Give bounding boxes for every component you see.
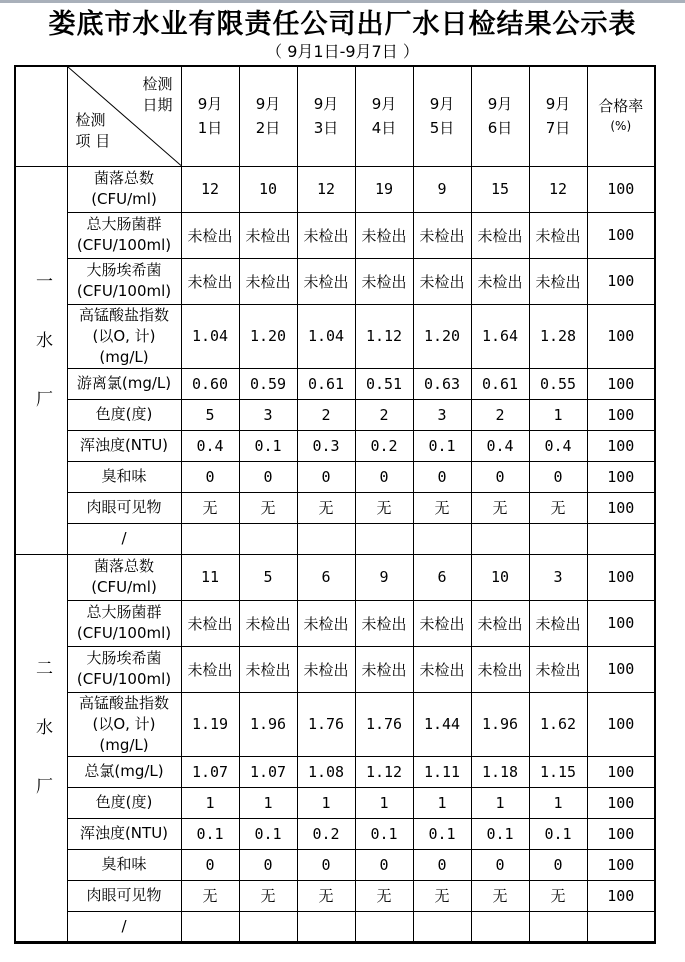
value-cell: 无 (297, 492, 355, 523)
table-row (15, 818, 655, 849)
value-cell: 12 (297, 166, 355, 212)
param-cell: 肉眼可见物 (67, 492, 181, 523)
param-cell: 高锰酸盐指数 (以O, 计) (mg/L) (67, 692, 181, 756)
value-cell: 3 (239, 399, 297, 430)
value-cell: 未检出 (355, 258, 413, 304)
value-cell: 1 (297, 787, 355, 818)
value-cell: 0.63 (413, 368, 471, 399)
rate-cell: 100 (587, 646, 655, 692)
param-cell: 菌落总数 (CFU/ml) (67, 166, 181, 212)
date-header-cell: 9月 6日 (471, 66, 529, 166)
window-top-edge (0, 0, 685, 3)
value-cell: 未检出 (181, 646, 239, 692)
date-range-subtitle: （ 9月1日-9月7日 ） (266, 42, 419, 61)
date-header-cell: 9月 2日 (239, 66, 297, 166)
value-cell: 0.61 (297, 368, 355, 399)
value-cell (355, 911, 413, 942)
value-cell: 1.04 (181, 304, 239, 368)
value-cell: 未检出 (355, 646, 413, 692)
table-row (15, 554, 655, 600)
param-cell: 总大肠菌群 (CFU/100ml) (67, 212, 181, 258)
value-cell: 1.64 (471, 304, 529, 368)
value-cell: 0.1 (529, 818, 587, 849)
table-row (15, 646, 655, 692)
value-cell: 1.08 (297, 756, 355, 787)
param-cell: 总氯(mg/L) (67, 756, 181, 787)
value-cell: 未检出 (413, 646, 471, 692)
rate-cell: 100 (587, 600, 655, 646)
value-cell (181, 523, 239, 554)
value-cell: 0.2 (297, 818, 355, 849)
value-cell: 0 (239, 461, 297, 492)
table-row (15, 212, 655, 258)
table-row (15, 166, 655, 212)
value-cell (297, 523, 355, 554)
value-cell: 未检出 (413, 600, 471, 646)
value-cell: 未检出 (297, 646, 355, 692)
value-cell: 1 (529, 399, 587, 430)
value-cell: 未检出 (181, 212, 239, 258)
value-cell: 1.12 (355, 304, 413, 368)
value-cell: 未检出 (355, 600, 413, 646)
value-cell (239, 523, 297, 554)
param-cell: 高锰酸盐指数 (以O, 计) (mg/L) (67, 304, 181, 368)
value-cell: 未检出 (239, 600, 297, 646)
value-cell: 0.1 (471, 818, 529, 849)
rate-cell (587, 523, 655, 554)
value-cell: 0.2 (355, 430, 413, 461)
value-cell: 未检出 (529, 212, 587, 258)
param-cell: 总大肠菌群 (CFU/100ml) (67, 600, 181, 646)
value-cell: 未检出 (355, 212, 413, 258)
value-cell: 无 (181, 492, 239, 523)
value-cell: 无 (355, 880, 413, 911)
value-cell: 5 (181, 399, 239, 430)
rate-cell: 100 (587, 166, 655, 212)
value-cell: 0.51 (355, 368, 413, 399)
factory-label: 二水厂 (32, 659, 52, 836)
value-cell: 9 (413, 166, 471, 212)
value-cell: 12 (181, 166, 239, 212)
value-cell: 0.59 (239, 368, 297, 399)
value-cell: 无 (471, 880, 529, 911)
value-cell: 1.12 (355, 756, 413, 787)
value-cell: 无 (239, 492, 297, 523)
value-cell: 未检出 (529, 646, 587, 692)
value-cell: 0.1 (239, 430, 297, 461)
factory-header-cell (15, 66, 67, 166)
rate-cell: 100 (587, 492, 655, 523)
value-cell: 1.62 (529, 692, 587, 756)
value-cell: 1.19 (181, 692, 239, 756)
value-cell: 1.04 (297, 304, 355, 368)
table-row (15, 258, 655, 304)
value-cell: 未检出 (297, 600, 355, 646)
value-cell: 无 (239, 880, 297, 911)
value-cell: 未检出 (471, 258, 529, 304)
inspection-results-table (14, 65, 656, 944)
table-row (15, 523, 655, 554)
value-cell: 0.1 (413, 430, 471, 461)
value-cell: 无 (297, 880, 355, 911)
table-row (15, 692, 655, 756)
corner-cell (67, 66, 181, 166)
param-cell: 大肠埃希菌 (CFU/100ml) (67, 646, 181, 692)
value-cell: 0.4 (181, 430, 239, 461)
param-cell: 菌落总数 (CFU/ml) (67, 554, 181, 600)
table-row (15, 368, 655, 399)
value-cell: 0 (529, 849, 587, 880)
value-cell: 1.96 (239, 692, 297, 756)
value-cell: 未检出 (181, 600, 239, 646)
value-cell: 0 (413, 849, 471, 880)
value-cell (529, 911, 587, 942)
value-cell: 2 (471, 399, 529, 430)
value-cell: 无 (529, 880, 587, 911)
value-cell: 1 (529, 787, 587, 818)
date-header-cell: 9月 4日 (355, 66, 413, 166)
param-cell: 大肠埃希菌 (CFU/100ml) (67, 258, 181, 304)
value-cell: 1.07 (181, 756, 239, 787)
table-row (15, 880, 655, 911)
page-title: 娄底市水业有限责任公司出厂水日检结果公示表 (48, 9, 637, 40)
value-cell: 未检出 (297, 212, 355, 258)
value-cell: 0 (181, 849, 239, 880)
value-cell: 1 (239, 787, 297, 818)
value-cell: 无 (471, 492, 529, 523)
rate-cell: 100 (587, 461, 655, 492)
param-cell: 臭和味 (67, 461, 181, 492)
value-cell: 1.20 (413, 304, 471, 368)
value-cell: 0 (471, 849, 529, 880)
table-row (15, 849, 655, 880)
value-cell: 1.07 (239, 756, 297, 787)
value-cell: 0.3 (297, 430, 355, 461)
value-cell: 未检出 (297, 258, 355, 304)
value-cell: 1 (413, 787, 471, 818)
rate-cell: 100 (587, 849, 655, 880)
value-cell: 0 (529, 461, 587, 492)
date-header-cell: 9月 7日 (529, 66, 587, 166)
value-cell: 0.55 (529, 368, 587, 399)
value-cell (355, 523, 413, 554)
value-cell: 0.1 (181, 818, 239, 849)
table-row (15, 304, 655, 368)
rate-cell: 100 (587, 368, 655, 399)
value-cell: 未检出 (471, 646, 529, 692)
table-row (15, 756, 655, 787)
value-cell: 1.15 (529, 756, 587, 787)
date-header-cell: 9月 1日 (181, 66, 239, 166)
rate-cell: 100 (587, 258, 655, 304)
table-row (15, 430, 655, 461)
value-cell: 0.60 (181, 368, 239, 399)
param-cell: 色度(度) (67, 787, 181, 818)
value-cell: 未检出 (181, 258, 239, 304)
value-cell (471, 911, 529, 942)
rate-cell: 100 (587, 692, 655, 756)
table-row (15, 600, 655, 646)
value-cell: 0.4 (529, 430, 587, 461)
value-cell: 无 (355, 492, 413, 523)
param-cell: 色度(度) (67, 399, 181, 430)
value-cell: 0.1 (413, 818, 471, 849)
value-cell: 1 (355, 787, 413, 818)
param-cell: 游离氯(mg/L) (67, 368, 181, 399)
value-cell: 未检出 (529, 258, 587, 304)
value-cell: 未检出 (239, 258, 297, 304)
value-cell: 未检出 (529, 600, 587, 646)
param-cell: 肉眼可见物 (67, 880, 181, 911)
table-row (15, 461, 655, 492)
value-cell: 1.11 (413, 756, 471, 787)
rate-cell: 100 (587, 212, 655, 258)
value-cell: 19 (355, 166, 413, 212)
rate-cell: 100 (587, 430, 655, 461)
factory-label: 一水厂 (32, 271, 52, 449)
factory-label-cell (15, 166, 67, 554)
rate-cell (587, 911, 655, 942)
rate-cell: 100 (587, 787, 655, 818)
value-cell: 0.1 (239, 818, 297, 849)
rate-cell: 100 (587, 554, 655, 600)
value-cell (297, 911, 355, 942)
value-cell: 0 (297, 849, 355, 880)
value-cell: 无 (413, 880, 471, 911)
value-cell: 1.76 (297, 692, 355, 756)
value-cell: 9 (355, 554, 413, 600)
value-cell: 1 (181, 787, 239, 818)
value-cell: 未检出 (239, 212, 297, 258)
param-cell: 浑浊度(NTU) (67, 430, 181, 461)
param-cell: / (67, 523, 181, 554)
table-row (15, 787, 655, 818)
value-cell: 5 (239, 554, 297, 600)
rate-cell: 100 (587, 399, 655, 430)
rate-cell: 100 (587, 304, 655, 368)
date-header-cell: 9月 3日 (297, 66, 355, 166)
value-cell: 0.4 (471, 430, 529, 461)
value-cell: 未检出 (471, 600, 529, 646)
value-cell: 无 (181, 880, 239, 911)
value-cell: 1.20 (239, 304, 297, 368)
value-cell (413, 523, 471, 554)
value-cell: 1.76 (355, 692, 413, 756)
value-cell: 10 (471, 554, 529, 600)
value-cell: 0.61 (471, 368, 529, 399)
header-row (15, 66, 655, 166)
value-cell: 未检出 (239, 646, 297, 692)
value-cell: 10 (239, 166, 297, 212)
value-cell: 未检出 (413, 212, 471, 258)
param-cell: 臭和味 (67, 849, 181, 880)
value-cell: 0 (471, 461, 529, 492)
value-cell: 3 (413, 399, 471, 430)
value-cell: 0 (239, 849, 297, 880)
value-cell (413, 911, 471, 942)
value-cell: 15 (471, 166, 529, 212)
value-cell: 0 (297, 461, 355, 492)
rate-header-cell: 合格率 (%) (587, 66, 655, 166)
value-cell: 1 (471, 787, 529, 818)
param-cell: / (67, 911, 181, 942)
value-cell: 1.18 (471, 756, 529, 787)
value-cell: 1.28 (529, 304, 587, 368)
rate-cell: 100 (587, 818, 655, 849)
table-row (15, 492, 655, 523)
value-cell: 6 (413, 554, 471, 600)
rate-cell: 100 (587, 880, 655, 911)
value-cell: 11 (181, 554, 239, 600)
corner-label-date: 检测 日期 (142, 75, 173, 114)
date-header-cell: 9月 5日 (413, 66, 471, 166)
table-row (15, 399, 655, 430)
value-cell: 2 (355, 399, 413, 430)
value-cell: 0 (355, 849, 413, 880)
value-cell: 6 (297, 554, 355, 600)
value-cell: 未检出 (471, 212, 529, 258)
value-cell: 未检出 (413, 258, 471, 304)
factory-label-cell (15, 554, 67, 942)
value-cell (529, 523, 587, 554)
value-cell (181, 911, 239, 942)
value-cell: 0 (413, 461, 471, 492)
corner-label-item: 检测 项 目 (75, 110, 111, 150)
value-cell: 1.44 (413, 692, 471, 756)
value-cell: 3 (529, 554, 587, 600)
value-cell: 0 (355, 461, 413, 492)
value-cell (239, 911, 297, 942)
table-row (15, 911, 655, 942)
value-cell: 2 (297, 399, 355, 430)
value-cell: 12 (529, 166, 587, 212)
param-cell: 浑浊度(NTU) (67, 818, 181, 849)
value-cell: 0.1 (355, 818, 413, 849)
value-cell: 1.96 (471, 692, 529, 756)
value-cell (471, 523, 529, 554)
value-cell: 无 (413, 492, 471, 523)
value-cell: 无 (529, 492, 587, 523)
rate-cell: 100 (587, 756, 655, 787)
value-cell: 0 (181, 461, 239, 492)
